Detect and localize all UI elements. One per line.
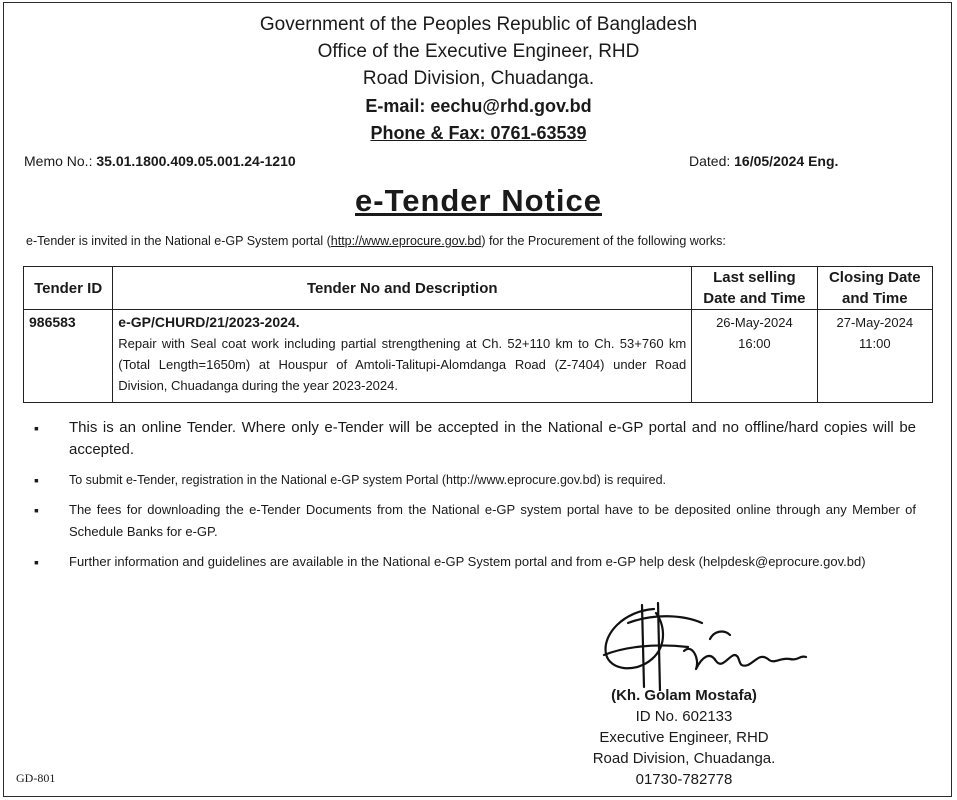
- signatory-id: ID No. 602133: [635, 708, 733, 725]
- header-division: Road Division, Chuadanga.: [362, 68, 595, 89]
- bullet-text: The fees for downloading the e-Tender Documents from the National e-GP system portal have to be deposited online through any Member of Schedule Banks for e-GP.: [69, 502, 916, 539]
- list-item: [34, 499, 916, 543]
- last-selling-cell: [692, 310, 817, 403]
- tender-description-cell: [113, 310, 692, 403]
- signatory-office: Road Division, Chuadanga.: [592, 750, 776, 767]
- tender-table: [23, 266, 933, 403]
- bullet-text: Further information and guidelines are available in the National e-GP System portal and from e-GP help desk (helpdesk@eprocure.gov.bd): [69, 554, 866, 569]
- header-email: E-mail: eechu@rhd.gov.bd: [365, 96, 592, 116]
- dated-label: Dated:: [689, 153, 731, 169]
- memo-number: 35.01.1800.409.05.001.24-1210: [96, 153, 296, 169]
- bullet-text: This is an online Tender. Where only e-Tender will be accepted in the National e-GP portal and no offline/hard copies will be accepted.: [69, 419, 916, 458]
- footer-code: GD-801: [16, 771, 56, 785]
- memo-label: Memo No.:: [24, 153, 93, 169]
- list-item: [34, 551, 916, 573]
- closing-cell: [817, 310, 932, 403]
- dated-value: 16/05/2024 Eng.: [734, 153, 839, 169]
- tender-notice-page: [3, 2, 952, 797]
- closing-time: 11:00: [859, 336, 891, 351]
- bullet-icon: ▪: [34, 502, 39, 518]
- table-row: [24, 310, 933, 403]
- header-tender-id: Tender ID: [24, 267, 113, 310]
- bullet-icon: ▪: [34, 472, 39, 488]
- signatory-phone: 01730-782778: [635, 771, 733, 788]
- bullet-icon: ▪: [34, 420, 39, 436]
- header-phone-fax: [4, 120, 953, 147]
- intro-text: [26, 234, 726, 248]
- header-closing: Closing Date and Time: [817, 267, 932, 310]
- header-last-selling: Last selling Date and Time: [692, 267, 817, 310]
- intro-before: e-Tender is invited in the National e-GP System portal (: [26, 234, 331, 248]
- list-item: [34, 417, 916, 461]
- intro-after: ) for the Procurement of the following works:: [481, 234, 726, 248]
- dated-line: [689, 153, 838, 169]
- eprocure-link[interactable]: http://www.eprocure.gov.bd: [330, 234, 482, 248]
- list-item: [34, 469, 916, 491]
- signatory-name: (Kh. Golam Mostafa): [611, 687, 757, 704]
- signatory-block: [544, 685, 824, 790]
- signatory-designation: Executive Engineer, RHD: [599, 729, 769, 746]
- closing-date: 27-May-2024: [836, 315, 914, 330]
- memo-line: [24, 153, 296, 169]
- header-phone-text: Phone & Fax: 0761-63539: [370, 123, 587, 143]
- handwritten-signature: [584, 599, 824, 691]
- header-office: Office of the Executive Engineer, RHD: [317, 41, 640, 62]
- selling-date: 26-May-2024: [716, 315, 793, 330]
- selling-time: 16:00: [738, 336, 771, 351]
- tender-number: e-GP/CHURD/21/2023-2024.: [118, 314, 300, 330]
- header-government: Government of the Peoples Republic of Bangladesh: [259, 14, 698, 35]
- notice-title: e-Tender Notice: [355, 183, 602, 218]
- bullet-icon: ▪: [34, 554, 39, 570]
- tender-id-cell: [24, 310, 113, 403]
- header-tender-description: Tender No and Description: [113, 267, 692, 310]
- instructions-list: [34, 417, 916, 581]
- tender-description: Repair with Seal coat work including partial strengthening at Ch. 52+110 km to Ch. 53+760 km (Total Length=1650m) at Houspur of Amtoli-Talitupi-Alomdanga Road (Z-7404) under Road Division, Chuadanga during the year 2023-2024.: [118, 336, 687, 393]
- table-header-row: [24, 267, 933, 310]
- bullet-text: To submit e-Tender, registration in the National e-GP system Portal (http://www.eprocure.gov.bd) is required.: [69, 473, 667, 487]
- tender-id: 986583: [29, 314, 76, 330]
